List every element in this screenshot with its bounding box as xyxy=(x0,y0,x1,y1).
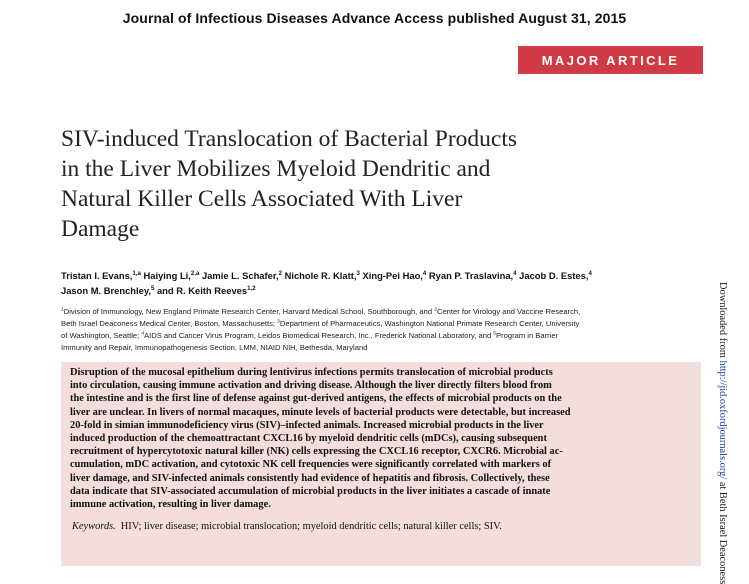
author-name: Haiying Li, xyxy=(140,270,191,281)
author-affiliation-marker: 2,a xyxy=(190,269,200,277)
abstract-line: data indicate that SIV-associated accumulation of microbial products in the liver initiates a cascade of innate xyxy=(70,485,551,497)
affiliation-marker: 4 xyxy=(141,331,145,337)
affiliation-text: AIDS and Cancer Virus Program, Leidos Biomedical Research, Inc., Frederick National Laboratory, and xyxy=(144,331,494,340)
author-affiliation-marker: 4 xyxy=(513,269,517,277)
affiliation-text: Beth Israel Deaconess Medical Center, Boston, Massachusetts; xyxy=(61,319,278,328)
author-name: and R. Keith Reeves xyxy=(154,285,248,296)
author-name: Nichole R. Klatt, xyxy=(281,270,357,281)
abstract-line: cumulation, mDC activation, and cytotoxic NK cell frequencies were significantly correlated with markers of xyxy=(70,459,552,471)
affiliation-text: Center for Virology and Vaccine Research, xyxy=(436,307,581,316)
affiliation-text: Division of Immunology, New England Primate Research Center, Harvard Medical School, Southborough, and xyxy=(63,307,435,316)
author-line xyxy=(61,283,701,298)
abstract-line: liver damage, and SIV-infected animals consistently had evidence of hepatitis and fibrosis. Collectively, these xyxy=(70,472,550,484)
affiliation-marker: 3 xyxy=(277,319,280,325)
download-link[interactable]: http://jid.oxfordjournals.org/ xyxy=(717,360,728,480)
abstract-line: immune activation, resulting in liver damage. xyxy=(70,499,271,511)
affiliations xyxy=(61,306,701,354)
title-line: SIV-induced Translocation of Bacterial Products xyxy=(61,126,518,152)
author-name: Ryan P. Traslavina, xyxy=(426,270,514,281)
author-affiliation-marker: 2 xyxy=(278,269,282,277)
download-suffix: at Beth Israel Deaconess xyxy=(717,479,728,584)
abstract-line: recruitment of hypercytotoxic natural killer (NK) cells expressing the CXCL16 receptor, CXCR6. Microbial ac- xyxy=(70,446,563,458)
author-name: Tristan I. Evans, xyxy=(61,270,133,281)
author-line xyxy=(61,268,701,283)
abstract-text xyxy=(70,366,689,511)
title-line: in the Liver Mobilizes Myeloid Dendritic and xyxy=(61,156,491,182)
affiliation-text: Immunity and Repair, Immunopathogenesis Section, LMM, NIAID NIH, Bethesda, Maryland xyxy=(61,343,368,352)
abstract-line: Disruption of the mucosal epithelium during lentivirus infections permits translocation of microbial products xyxy=(70,367,553,378)
affiliation-text: Program in Barrier xyxy=(496,331,559,340)
title-line: Damage xyxy=(61,216,140,242)
keywords-label: Keywords. xyxy=(72,521,116,533)
affiliation-marker: 2 xyxy=(434,307,437,313)
author-list xyxy=(61,268,701,298)
title-line: Natural Killer Cells Associated With Liver xyxy=(61,186,463,212)
author-name: Jamie L. Schafer, xyxy=(199,270,279,281)
keywords xyxy=(70,521,689,532)
affiliation-line xyxy=(61,306,701,318)
affiliation-text: of Washington, Seattle; xyxy=(61,331,142,340)
abstract-line: 20-fold in simian immunodeficiency virus (SIV)–infected animals. Increased microbial products in the liver xyxy=(70,419,544,431)
affiliation-line xyxy=(61,342,701,354)
affiliation-text: Department of Pharmaceutics, Washington National Primate Research Center, University xyxy=(279,319,580,328)
article-type-badge: MAJOR ARTICLE xyxy=(518,46,703,74)
abstract-line: liver are unclear. In livers of normal macaques, minute levels of bacterial products were detectable, but increased xyxy=(70,406,571,418)
affiliation-marker: 5 xyxy=(493,331,497,337)
keywords-text: HIV; liver disease; microbial translocation; myeloid dendritic cells; natural killer cells; SIV. xyxy=(120,521,502,533)
author-affiliation-marker: 5 xyxy=(150,284,155,292)
abstract-box xyxy=(61,362,701,566)
abstract-line: the intestine and is the first line of defense against gut-derived antigens, the effects of microbial products on the xyxy=(70,393,562,405)
download-prefix: Downloaded from xyxy=(717,282,728,361)
download-notice xyxy=(717,282,728,584)
affiliation-line xyxy=(61,318,701,330)
author-affiliation-marker: 1,a xyxy=(132,269,141,277)
author-affiliation-marker: 3 xyxy=(356,269,360,277)
article-title xyxy=(61,124,661,244)
author-affiliation-marker: 4 xyxy=(588,269,592,277)
abstract-line: into circulation, causing immune activation and driving disease. Although the liver directly filters blood from xyxy=(70,380,552,392)
abstract-line: induced production of the chemoattractant CXCL16 by myeloid dendritic cells (mDCs), causing subsequent xyxy=(70,433,547,445)
author-name: Jacob D. Estes, xyxy=(516,270,589,281)
author-affiliation-marker: 4 xyxy=(422,269,427,277)
journal-header: Journal of Infectious Diseases Advance Access published August 31, 2015 xyxy=(122,10,627,26)
author-affiliation-marker: 1,2 xyxy=(247,284,256,292)
author-name: Jason M. Brenchley, xyxy=(61,285,151,296)
author-name: Xing-Pei Hao, xyxy=(359,270,423,281)
affiliation-marker: 1 xyxy=(61,307,64,313)
affiliation-line xyxy=(61,330,701,342)
